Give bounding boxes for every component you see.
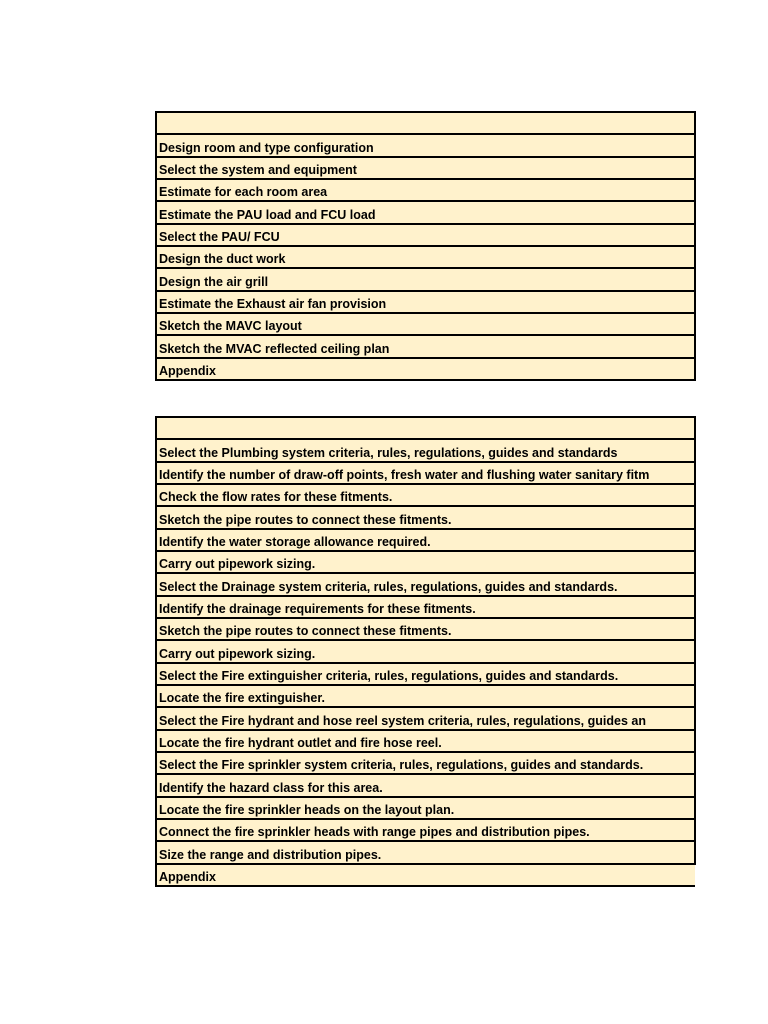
table-row [156, 201, 695, 223]
table-row [156, 179, 695, 201]
table-header-row [156, 112, 695, 134]
table-cell[interactable]: Design room and type configuration [156, 134, 695, 156]
table-row [156, 268, 695, 290]
table-row [156, 819, 695, 841]
table-cell[interactable]: Select the Plumbing system criteria, rules, regulations, guides and standards [156, 439, 695, 461]
table-cell[interactable]: Locate the fire hydrant outlet and fire hose reel. [156, 730, 695, 752]
table-cell[interactable]: Locate the fire extinguisher. [156, 685, 695, 707]
table-row [156, 640, 695, 662]
table-cell[interactable]: Identify the number of draw-off points, fresh water and flushing water sanitary fitm [156, 462, 695, 484]
table-row [156, 335, 695, 357]
table-row [156, 462, 695, 484]
table-cell[interactable]: Appendix [156, 358, 695, 380]
table-cell[interactable]: Estimate for each room area [156, 179, 695, 201]
table-cell[interactable]: Select the system and equipment [156, 157, 695, 179]
table-cell[interactable]: Design the air grill [156, 268, 695, 290]
table-row [156, 484, 695, 506]
table-row [156, 291, 695, 313]
table-header-row [156, 417, 695, 439]
table-row [156, 529, 695, 551]
table-row [156, 573, 695, 595]
table-row [156, 246, 695, 268]
table-cell[interactable]: Sketch the MAVC layout [156, 313, 695, 335]
table-cell[interactable]: Select the Fire sprinkler system criteria, rules, regulations, guides and standards. [156, 752, 695, 774]
table-row [156, 618, 695, 640]
table-cell[interactable]: Identify the drainage requirements for these fitments. [156, 596, 695, 618]
table-row [156, 157, 695, 179]
table-cell[interactable]: Sketch the pipe routes to connect these fitments. [156, 506, 695, 528]
table-cell[interactable]: Select the Fire hydrant and hose reel system criteria, rules, regulations, guides an [156, 707, 695, 729]
table-row [156, 864, 695, 886]
table-cell[interactable]: Select the Drainage system criteria, rules, regulations, guides and standards. [156, 573, 695, 595]
table-row [156, 730, 695, 752]
table-cell[interactable]: Estimate the Exhaust air fan provision [156, 291, 695, 313]
table-row [156, 663, 695, 685]
table-row [156, 797, 695, 819]
table-row [156, 774, 695, 796]
table-row [156, 439, 695, 461]
table-row [156, 313, 695, 335]
mvac-task-table-body [156, 112, 695, 380]
table-cell[interactable]: Carry out pipework sizing. [156, 640, 695, 662]
table-cell[interactable]: Size the range and distribution pipes. [156, 841, 695, 863]
table-row [156, 358, 695, 380]
table-header-cell[interactable] [156, 417, 695, 439]
table-cell[interactable]: Locate the fire sprinkler heads on the layout plan. [156, 797, 695, 819]
mvac-task-table [155, 111, 696, 381]
table-cell[interactable]: Select the PAU/ FCU [156, 224, 695, 246]
plumbing-fire-task-table [155, 416, 696, 887]
table-row [156, 551, 695, 573]
table-cell[interactable]: Identify the water storage allowance required. [156, 529, 695, 551]
table-row [156, 841, 695, 863]
table-cell[interactable]: Estimate the PAU load and FCU load [156, 201, 695, 223]
table-row [156, 685, 695, 707]
table-cell[interactable]: Sketch the MVAC reflected ceiling plan [156, 335, 695, 357]
table-row [156, 596, 695, 618]
plumbing-fire-task-table-body [156, 417, 695, 886]
table-cell[interactable]: Appendix [156, 864, 695, 886]
table-cell[interactable]: Carry out pipework sizing. [156, 551, 695, 573]
table-cell[interactable]: Connect the fire sprinkler heads with range pipes and distribution pipes. [156, 819, 695, 841]
table-row [156, 707, 695, 729]
table-row [156, 224, 695, 246]
table-header-cell[interactable] [156, 112, 695, 134]
table-cell[interactable]: Select the Fire extinguisher criteria, rules, regulations, guides and standards. [156, 663, 695, 685]
table-row [156, 134, 695, 156]
table-cell[interactable]: Design the duct work [156, 246, 695, 268]
table-row [156, 506, 695, 528]
table-row [156, 752, 695, 774]
table-cell[interactable]: Check the flow rates for these fitments. [156, 484, 695, 506]
table-cell[interactable]: Identify the hazard class for this area. [156, 774, 695, 796]
table-cell[interactable]: Sketch the pipe routes to connect these fitments. [156, 618, 695, 640]
